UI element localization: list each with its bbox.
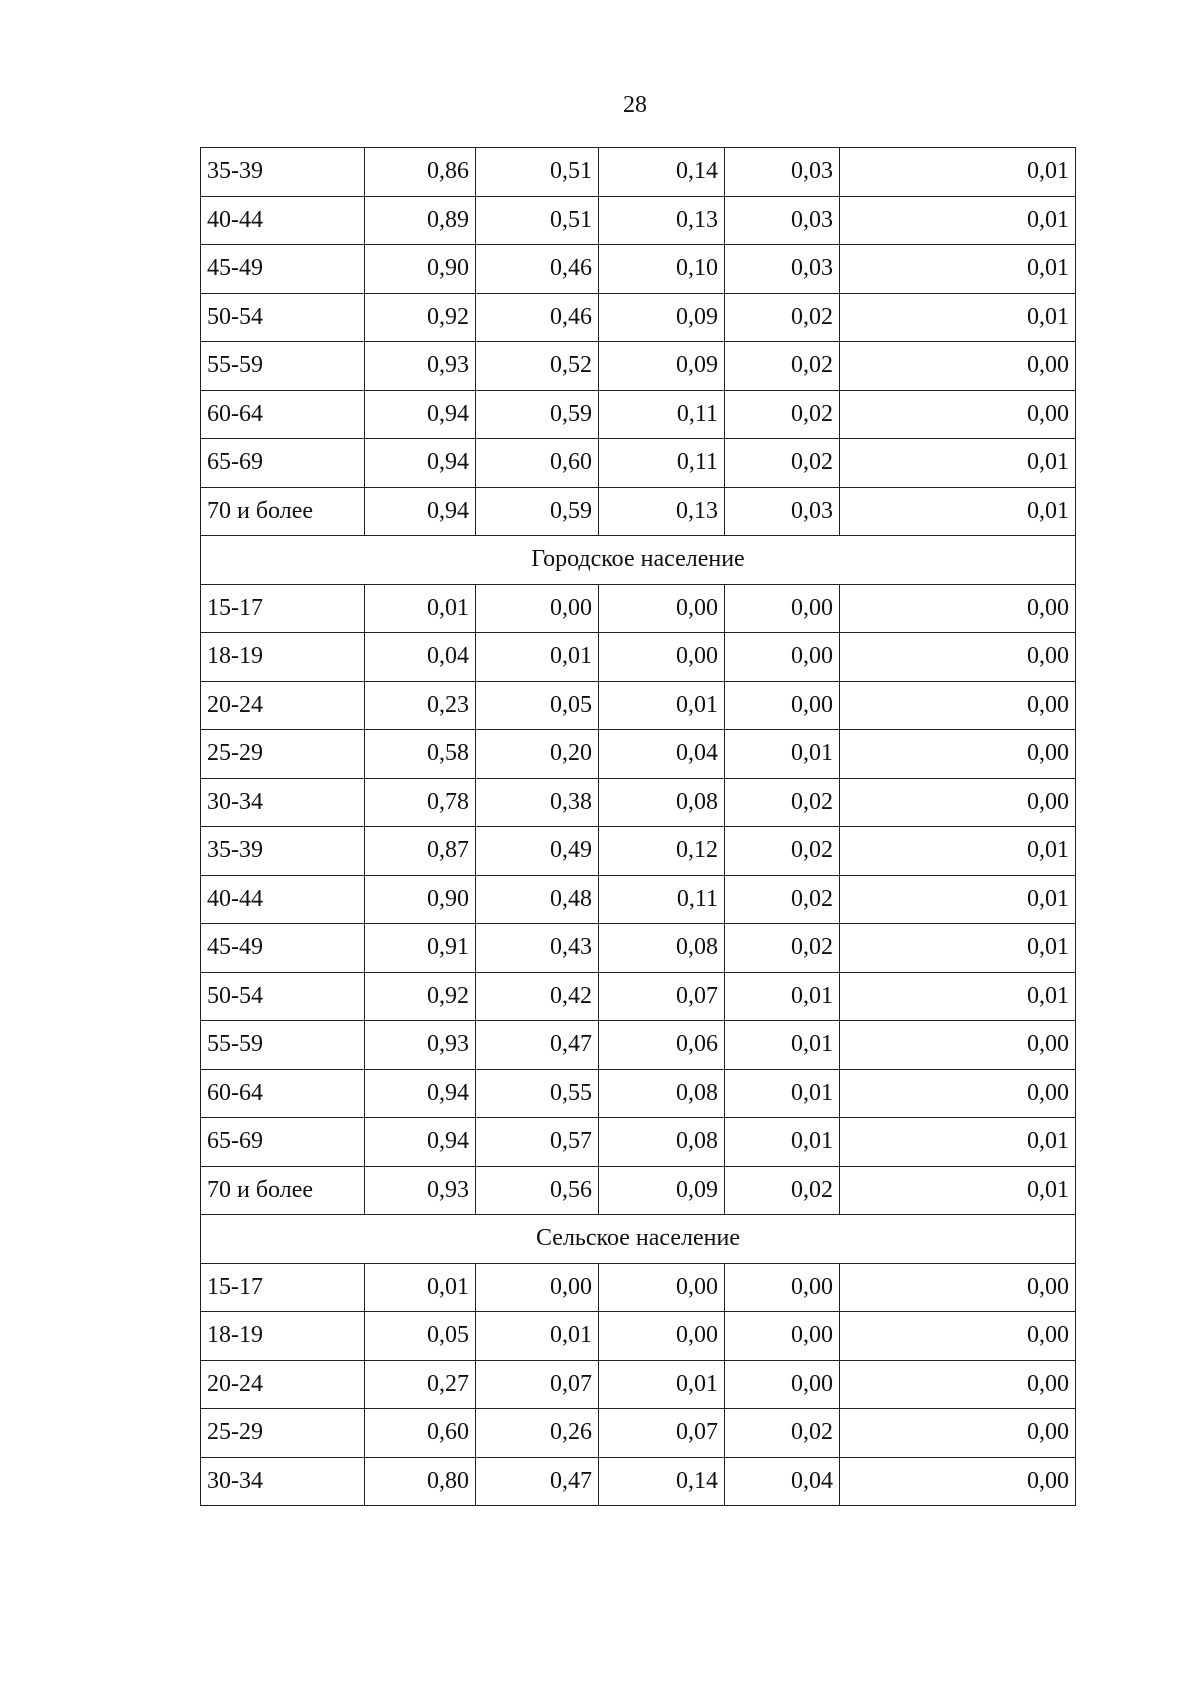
age-group-cell: 70 и более bbox=[201, 1166, 365, 1215]
value-cell: 0,01 bbox=[365, 584, 476, 633]
value-cell: 0,00 bbox=[599, 1263, 725, 1312]
table-row bbox=[201, 584, 1076, 633]
value-cell: 0,04 bbox=[599, 730, 725, 779]
age-group-cell: 30-34 bbox=[201, 778, 365, 827]
age-group-cell: 60-64 bbox=[201, 390, 365, 439]
value-cell: 0,02 bbox=[725, 293, 840, 342]
value-cell: 0,57 bbox=[476, 1118, 599, 1167]
value-cell: 0,00 bbox=[840, 390, 1076, 439]
table-row bbox=[201, 1409, 1076, 1458]
value-cell: 0,01 bbox=[840, 148, 1076, 197]
value-cell: 0,00 bbox=[840, 1263, 1076, 1312]
value-cell: 0,59 bbox=[476, 390, 599, 439]
value-cell: 0,13 bbox=[599, 196, 725, 245]
value-cell: 0,00 bbox=[725, 584, 840, 633]
value-cell: 0,00 bbox=[840, 342, 1076, 391]
table-row bbox=[201, 633, 1076, 682]
table-body bbox=[201, 148, 1076, 1506]
value-cell: 0,07 bbox=[599, 972, 725, 1021]
value-cell: 0,02 bbox=[725, 439, 840, 488]
value-cell: 0,01 bbox=[476, 633, 599, 682]
table-row bbox=[201, 1021, 1076, 1070]
value-cell: 0,20 bbox=[476, 730, 599, 779]
value-cell: 0,48 bbox=[476, 875, 599, 924]
value-cell: 0,00 bbox=[840, 1021, 1076, 1070]
value-cell: 0,06 bbox=[599, 1021, 725, 1070]
value-cell: 0,01 bbox=[599, 681, 725, 730]
value-cell: 0,90 bbox=[365, 875, 476, 924]
value-cell: 0,01 bbox=[840, 827, 1076, 876]
value-cell: 0,00 bbox=[840, 584, 1076, 633]
value-cell: 0,00 bbox=[725, 1312, 840, 1361]
table-row bbox=[201, 972, 1076, 1021]
age-group-cell: 18-19 bbox=[201, 633, 365, 682]
age-group-cell: 40-44 bbox=[201, 875, 365, 924]
age-group-cell: 20-24 bbox=[201, 1360, 365, 1409]
value-cell: 0,11 bbox=[599, 875, 725, 924]
value-cell: 0,93 bbox=[365, 1021, 476, 1070]
value-cell: 0,00 bbox=[476, 584, 599, 633]
table-row bbox=[201, 1360, 1076, 1409]
age-group-cell: 55-59 bbox=[201, 342, 365, 391]
value-cell: 0,46 bbox=[476, 293, 599, 342]
value-cell: 0,01 bbox=[365, 1263, 476, 1312]
value-cell: 0,04 bbox=[725, 1457, 840, 1506]
value-cell: 0,00 bbox=[840, 730, 1076, 779]
value-cell: 0,49 bbox=[476, 827, 599, 876]
value-cell: 0,02 bbox=[725, 390, 840, 439]
value-cell: 0,94 bbox=[365, 390, 476, 439]
value-cell: 0,87 bbox=[365, 827, 476, 876]
value-cell: 0,12 bbox=[599, 827, 725, 876]
value-cell: 0,93 bbox=[365, 1166, 476, 1215]
value-cell: 0,01 bbox=[840, 487, 1076, 536]
value-cell: 0,00 bbox=[840, 1312, 1076, 1361]
table-row bbox=[201, 439, 1076, 488]
value-cell: 0,14 bbox=[599, 1457, 725, 1506]
value-cell: 0,00 bbox=[599, 1312, 725, 1361]
value-cell: 0,91 bbox=[365, 924, 476, 973]
value-cell: 0,94 bbox=[365, 1069, 476, 1118]
value-cell: 0,02 bbox=[725, 1409, 840, 1458]
value-cell: 0,00 bbox=[840, 1457, 1076, 1506]
value-cell: 0,42 bbox=[476, 972, 599, 1021]
value-cell: 0,56 bbox=[476, 1166, 599, 1215]
value-cell: 0,59 bbox=[476, 487, 599, 536]
value-cell: 0,78 bbox=[365, 778, 476, 827]
value-cell: 0,00 bbox=[725, 1263, 840, 1312]
value-cell: 0,46 bbox=[476, 245, 599, 294]
value-cell: 0,38 bbox=[476, 778, 599, 827]
value-cell: 0,09 bbox=[599, 1166, 725, 1215]
value-cell: 0,86 bbox=[365, 148, 476, 197]
value-cell: 0,03 bbox=[725, 245, 840, 294]
value-cell: 0,47 bbox=[476, 1457, 599, 1506]
page-number: 28 bbox=[623, 92, 647, 118]
value-cell: 0,03 bbox=[725, 487, 840, 536]
table-row bbox=[201, 924, 1076, 973]
age-group-cell: 55-59 bbox=[201, 1021, 365, 1070]
value-cell: 0,00 bbox=[725, 633, 840, 682]
table-row bbox=[201, 196, 1076, 245]
section-title: Городское население bbox=[201, 536, 1076, 585]
age-group-cell: 25-29 bbox=[201, 1409, 365, 1458]
value-cell: 0,93 bbox=[365, 342, 476, 391]
value-cell: 0,80 bbox=[365, 1457, 476, 1506]
value-cell: 0,01 bbox=[725, 1069, 840, 1118]
table-row bbox=[201, 1312, 1076, 1361]
value-cell: 0,00 bbox=[725, 681, 840, 730]
value-cell: 0,51 bbox=[476, 148, 599, 197]
value-cell: 0,51 bbox=[476, 196, 599, 245]
data-table bbox=[200, 147, 1076, 1506]
value-cell: 0,00 bbox=[840, 633, 1076, 682]
value-cell: 0,08 bbox=[599, 1069, 725, 1118]
value-cell: 0,07 bbox=[476, 1360, 599, 1409]
value-cell: 0,94 bbox=[365, 439, 476, 488]
value-cell: 0,23 bbox=[365, 681, 476, 730]
value-cell: 0,02 bbox=[725, 342, 840, 391]
value-cell: 0,01 bbox=[840, 972, 1076, 1021]
value-cell: 0,11 bbox=[599, 439, 725, 488]
value-cell: 0,00 bbox=[840, 1360, 1076, 1409]
value-cell: 0,01 bbox=[840, 1118, 1076, 1167]
table-row bbox=[201, 681, 1076, 730]
value-cell: 0,05 bbox=[365, 1312, 476, 1361]
value-cell: 0,00 bbox=[840, 778, 1076, 827]
table-row bbox=[201, 342, 1076, 391]
value-cell: 0,08 bbox=[599, 778, 725, 827]
value-cell: 0,58 bbox=[365, 730, 476, 779]
age-group-cell: 15-17 bbox=[201, 584, 365, 633]
value-cell: 0,00 bbox=[599, 633, 725, 682]
value-cell: 0,07 bbox=[599, 1409, 725, 1458]
value-cell: 0,00 bbox=[840, 1069, 1076, 1118]
value-cell: 0,14 bbox=[599, 148, 725, 197]
value-cell: 0,00 bbox=[840, 1409, 1076, 1458]
value-cell: 0,02 bbox=[725, 875, 840, 924]
age-group-cell: 60-64 bbox=[201, 1069, 365, 1118]
value-cell: 0,02 bbox=[725, 924, 840, 973]
value-cell: 0,26 bbox=[476, 1409, 599, 1458]
age-group-cell: 25-29 bbox=[201, 730, 365, 779]
value-cell: 0,13 bbox=[599, 487, 725, 536]
value-cell: 0,10 bbox=[599, 245, 725, 294]
value-cell: 0,89 bbox=[365, 196, 476, 245]
value-cell: 0,00 bbox=[840, 681, 1076, 730]
value-cell: 0,01 bbox=[476, 1312, 599, 1361]
value-cell: 0,11 bbox=[599, 390, 725, 439]
value-cell: 0,01 bbox=[725, 1021, 840, 1070]
value-cell: 0,52 bbox=[476, 342, 599, 391]
table-row bbox=[201, 1457, 1076, 1506]
value-cell: 0,27 bbox=[365, 1360, 476, 1409]
age-group-cell: 20-24 bbox=[201, 681, 365, 730]
value-cell: 0,92 bbox=[365, 293, 476, 342]
table-row bbox=[201, 875, 1076, 924]
section-header-row bbox=[201, 536, 1076, 585]
value-cell: 0,01 bbox=[725, 730, 840, 779]
value-cell: 0,60 bbox=[476, 439, 599, 488]
age-group-cell: 35-39 bbox=[201, 827, 365, 876]
age-group-cell: 15-17 bbox=[201, 1263, 365, 1312]
value-cell: 0,00 bbox=[599, 584, 725, 633]
table-row bbox=[201, 778, 1076, 827]
table-row bbox=[201, 390, 1076, 439]
value-cell: 0,08 bbox=[599, 1118, 725, 1167]
value-cell: 0,01 bbox=[725, 972, 840, 1021]
table-row bbox=[201, 827, 1076, 876]
age-group-cell: 65-69 bbox=[201, 439, 365, 488]
table-row bbox=[201, 245, 1076, 294]
value-cell: 0,02 bbox=[725, 827, 840, 876]
age-group-cell: 40-44 bbox=[201, 196, 365, 245]
table-row bbox=[201, 1166, 1076, 1215]
value-cell: 0,08 bbox=[599, 924, 725, 973]
table-row bbox=[201, 1118, 1076, 1167]
value-cell: 0,94 bbox=[365, 487, 476, 536]
age-group-cell: 50-54 bbox=[201, 972, 365, 1021]
value-cell: 0,02 bbox=[725, 1166, 840, 1215]
table-row bbox=[201, 730, 1076, 779]
value-cell: 0,01 bbox=[599, 1360, 725, 1409]
value-cell: 0,01 bbox=[725, 1118, 840, 1167]
age-group-cell: 70 и более bbox=[201, 487, 365, 536]
age-group-cell: 35-39 bbox=[201, 148, 365, 197]
value-cell: 0,55 bbox=[476, 1069, 599, 1118]
age-group-cell: 45-49 bbox=[201, 245, 365, 294]
value-cell: 0,09 bbox=[599, 293, 725, 342]
value-cell: 0,00 bbox=[725, 1360, 840, 1409]
value-cell: 0,01 bbox=[840, 293, 1076, 342]
section-title: Сельское население bbox=[201, 1215, 1076, 1264]
value-cell: 0,03 bbox=[725, 148, 840, 197]
age-group-cell: 18-19 bbox=[201, 1312, 365, 1361]
table-row bbox=[201, 148, 1076, 197]
value-cell: 0,01 bbox=[840, 196, 1076, 245]
value-cell: 0,00 bbox=[476, 1263, 599, 1312]
table-row bbox=[201, 1069, 1076, 1118]
value-cell: 0,02 bbox=[725, 778, 840, 827]
age-group-cell: 45-49 bbox=[201, 924, 365, 973]
value-cell: 0,09 bbox=[599, 342, 725, 391]
value-cell: 0,47 bbox=[476, 1021, 599, 1070]
table-row bbox=[201, 1263, 1076, 1312]
value-cell: 0,94 bbox=[365, 1118, 476, 1167]
table-row bbox=[201, 487, 1076, 536]
value-cell: 0,04 bbox=[365, 633, 476, 682]
age-group-cell: 65-69 bbox=[201, 1118, 365, 1167]
value-cell: 0,90 bbox=[365, 245, 476, 294]
value-cell: 0,01 bbox=[840, 875, 1076, 924]
table-row bbox=[201, 293, 1076, 342]
value-cell: 0,01 bbox=[840, 1166, 1076, 1215]
value-cell: 0,03 bbox=[725, 196, 840, 245]
value-cell: 0,60 bbox=[365, 1409, 476, 1458]
value-cell: 0,92 bbox=[365, 972, 476, 1021]
value-cell: 0,43 bbox=[476, 924, 599, 973]
age-group-cell: 30-34 bbox=[201, 1457, 365, 1506]
value-cell: 0,01 bbox=[840, 439, 1076, 488]
value-cell: 0,05 bbox=[476, 681, 599, 730]
age-group-cell: 50-54 bbox=[201, 293, 365, 342]
value-cell: 0,01 bbox=[840, 924, 1076, 973]
value-cell: 0,01 bbox=[840, 245, 1076, 294]
section-header-row bbox=[201, 1215, 1076, 1264]
